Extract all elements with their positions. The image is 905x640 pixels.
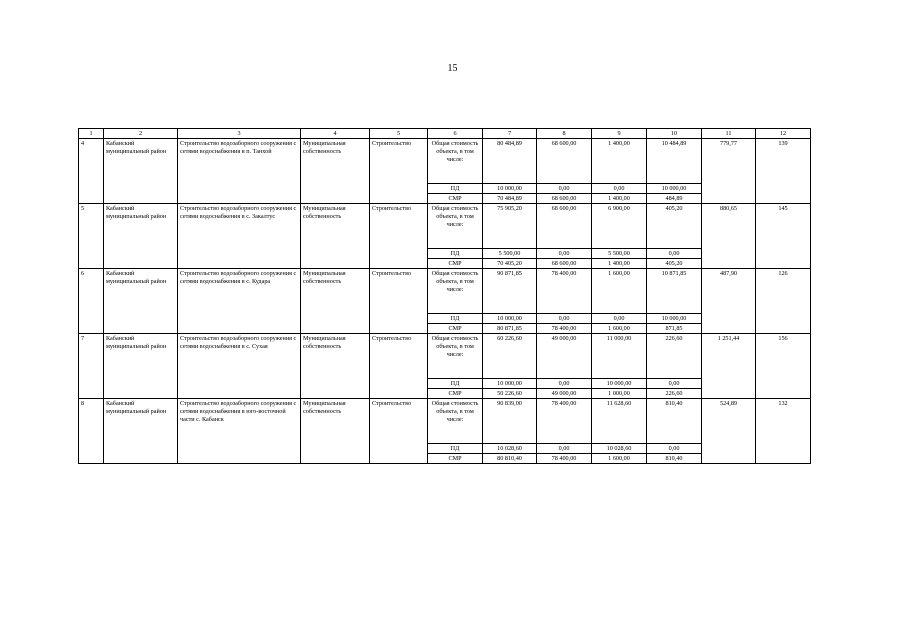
value-cell: 880,65 xyxy=(702,204,756,269)
value-cell: 0,00 xyxy=(537,314,592,324)
value-cell: 68 600,00 xyxy=(537,139,592,184)
cost-label-cell: Общая стоимость объекта, в том числе: xyxy=(428,334,483,379)
row-number-cell: 8 xyxy=(79,399,104,464)
value-cell: 75 905,20 xyxy=(483,204,537,249)
value-cell: 10 000,00 xyxy=(647,184,702,194)
value-cell: 78 400,00 xyxy=(537,269,592,314)
cost-label-cell: Общая стоимость объекта, в том числе: xyxy=(428,399,483,444)
table-row xyxy=(79,399,811,444)
value-cell: 70 484,89 xyxy=(483,194,537,204)
table-header-row xyxy=(79,129,811,139)
value-cell: 10 000,00 xyxy=(647,314,702,324)
value-cell: 1 400,00 xyxy=(592,259,647,269)
header-cell: 5 xyxy=(370,129,428,139)
cost-label-cell: СМР xyxy=(428,389,483,399)
value-cell: 10 000,00 xyxy=(483,379,537,389)
value-cell: 1 000,00 xyxy=(592,389,647,399)
value-cell: 156 xyxy=(756,334,811,399)
value-cell: 49 000,00 xyxy=(537,389,592,399)
value-cell: 10 484,89 xyxy=(647,139,702,184)
value-cell: 10 000,00 xyxy=(592,379,647,389)
value-cell: 90 871,85 xyxy=(483,269,537,314)
value-cell: 1 600,00 xyxy=(592,269,647,314)
value-cell: 5 500,00 xyxy=(483,249,537,259)
value-cell: 0,00 xyxy=(537,379,592,389)
value-cell: 80 871,85 xyxy=(483,324,537,334)
cost-label-cell: Общая стоимость объекта, в том числе: xyxy=(428,139,483,184)
value-cell: 1 600,00 xyxy=(592,454,647,464)
cost-label-cell: Общая стоимость объекта, в том числе: xyxy=(428,269,483,314)
value-cell: 10 028,60 xyxy=(483,444,537,454)
value-cell: 810,40 xyxy=(647,454,702,464)
value-cell: 0,00 xyxy=(537,249,592,259)
value-cell: 70 405,20 xyxy=(483,259,537,269)
value-cell: 1 400,00 xyxy=(592,139,647,184)
row-number-cell: 5 xyxy=(79,204,104,269)
cost-label-cell: Общая стоимость объекта, в том числе: xyxy=(428,204,483,249)
district-cell: Кабанский муниципальный район xyxy=(104,269,178,334)
row-number-cell: 6 xyxy=(79,269,104,334)
table-row xyxy=(79,139,811,184)
value-cell: 126 xyxy=(756,269,811,334)
value-cell: 145 xyxy=(756,204,811,269)
header-cell: 4 xyxy=(301,129,370,139)
cost-label-cell: ПД xyxy=(428,184,483,194)
value-cell: 1 251,44 xyxy=(702,334,756,399)
value-cell: 68 600,00 xyxy=(537,259,592,269)
value-cell: 68 600,00 xyxy=(537,194,592,204)
value-cell: 226,60 xyxy=(647,389,702,399)
table-row xyxy=(79,334,811,379)
object-name-cell: Строительство водозаборного сооружения с сетями водоснабжения в с. Закалтус xyxy=(178,204,301,269)
district-cell: Кабанский муниципальный район xyxy=(104,334,178,399)
table-row xyxy=(79,269,811,314)
value-cell: 10 871,85 xyxy=(647,269,702,314)
value-cell: 0,00 xyxy=(537,184,592,194)
value-cell: 871,85 xyxy=(647,324,702,334)
ownership-cell: Муниципальная собственность xyxy=(301,204,370,269)
cost-label-cell: ПД xyxy=(428,249,483,259)
value-cell: 0,00 xyxy=(592,184,647,194)
value-cell: 68 600,00 xyxy=(537,204,592,249)
row-number-cell: 7 xyxy=(79,334,104,399)
header-cell: 9 xyxy=(592,129,647,139)
header-cell: 2 xyxy=(104,129,178,139)
value-cell: 78 400,00 xyxy=(537,324,592,334)
value-cell: 50 226,60 xyxy=(483,389,537,399)
value-cell: 10 000,00 xyxy=(483,314,537,324)
value-cell: 10 028,60 xyxy=(592,444,647,454)
header-cell: 3 xyxy=(178,129,301,139)
value-cell: 405,20 xyxy=(647,259,702,269)
header-cell: 6 xyxy=(428,129,483,139)
header-cell: 10 xyxy=(647,129,702,139)
work-type-cell: Строительство xyxy=(370,269,428,334)
object-name-cell: Строительство водозаборного сооружения с сетями водоснабжения в с. Сухая xyxy=(178,334,301,399)
object-name-cell: Строительство водозаборного сооружения с сетями водоснабжения в юго-восточной части с. Кабанск xyxy=(178,399,301,464)
district-cell: Кабанский муниципальный район xyxy=(104,139,178,204)
page-number: 15 xyxy=(447,63,458,74)
table-row xyxy=(79,204,811,249)
cost-label-cell: ПД xyxy=(428,444,483,454)
value-cell: 6 900,00 xyxy=(592,204,647,249)
cost-label-cell: СМР xyxy=(428,194,483,204)
value-cell: 11 000,00 xyxy=(592,334,647,379)
value-cell: 60 226,60 xyxy=(483,334,537,379)
cost-label-cell: СМР xyxy=(428,324,483,334)
value-cell: 1 400,00 xyxy=(592,194,647,204)
ownership-cell: Муниципальная собственность xyxy=(301,269,370,334)
header-cell: 12 xyxy=(756,129,811,139)
value-cell: 78 400,00 xyxy=(537,399,592,444)
district-cell: Кабанский муниципальный район xyxy=(104,204,178,269)
header-cell: 11 xyxy=(702,129,756,139)
value-cell: 405,20 xyxy=(647,204,702,249)
object-name-cell: Строительство водозаборного сооружения с сетями водоснабжения в с. Кудара xyxy=(178,269,301,334)
cost-label-cell: ПД xyxy=(428,314,483,324)
value-cell: 80 810,40 xyxy=(483,454,537,464)
value-cell: 810,40 xyxy=(647,399,702,444)
value-cell: 0,00 xyxy=(647,444,702,454)
value-cell: 0,00 xyxy=(592,314,647,324)
ownership-cell: Муниципальная собственность xyxy=(301,399,370,464)
value-cell: 90 839,00 xyxy=(483,399,537,444)
ownership-cell: Муниципальная собственность xyxy=(301,334,370,399)
header-cell: 8 xyxy=(537,129,592,139)
work-type-cell: Строительство xyxy=(370,399,428,464)
work-type-cell: Строительство xyxy=(370,204,428,269)
value-cell: 524,89 xyxy=(702,399,756,464)
work-type-cell: Строительство xyxy=(370,139,428,204)
value-cell: 779,77 xyxy=(702,139,756,204)
value-cell: 0,00 xyxy=(537,444,592,454)
object-name-cell: Строительство водозаборного сооружения с сетями водоснабжения в п. Танхой xyxy=(178,139,301,204)
value-cell: 132 xyxy=(756,399,811,464)
cost-label-cell: СМР xyxy=(428,259,483,269)
header-cell: 7 xyxy=(483,129,537,139)
projects-table xyxy=(78,128,811,464)
value-cell: 78 400,00 xyxy=(537,454,592,464)
value-cell: 226,60 xyxy=(647,334,702,379)
value-cell: 0,00 xyxy=(647,249,702,259)
row-number-cell: 4 xyxy=(79,139,104,204)
cost-label-cell: ПД xyxy=(428,379,483,389)
value-cell: 1 600,00 xyxy=(592,324,647,334)
district-cell: Кабанский муниципальный район xyxy=(104,399,178,464)
value-cell: 5 500,00 xyxy=(592,249,647,259)
value-cell: 49 000,00 xyxy=(537,334,592,379)
value-cell: 484,89 xyxy=(647,194,702,204)
value-cell: 10 000,00 xyxy=(483,184,537,194)
value-cell: 11 628,60 xyxy=(592,399,647,444)
header-cell: 1 xyxy=(79,129,104,139)
ownership-cell: Муниципальная собственность xyxy=(301,139,370,204)
work-type-cell: Строительство xyxy=(370,334,428,399)
value-cell: 80 484,89 xyxy=(483,139,537,184)
cost-label-cell: СМР xyxy=(428,454,483,464)
value-cell: 139 xyxy=(756,139,811,204)
value-cell: 0,00 xyxy=(647,379,702,389)
value-cell: 487,90 xyxy=(702,269,756,334)
